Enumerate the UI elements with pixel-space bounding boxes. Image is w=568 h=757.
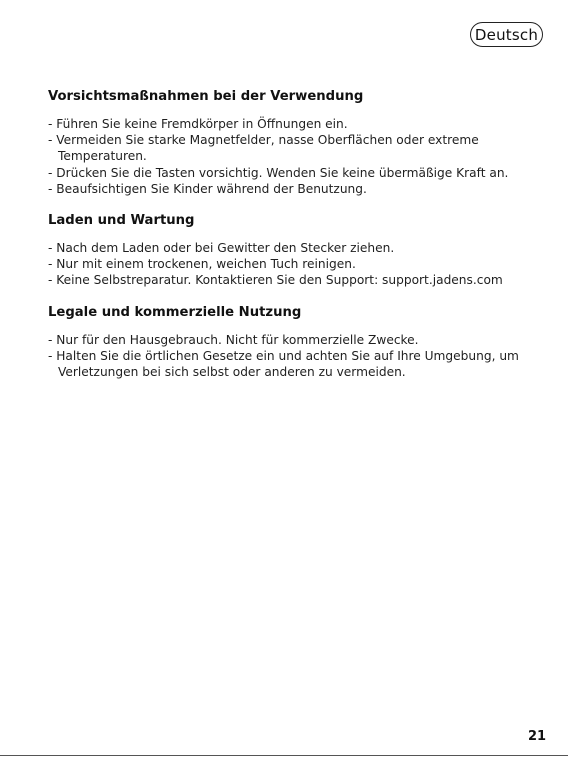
section-charging-maintenance [48,210,543,289]
section-usage-precautions [48,86,543,197]
precautions-list [48,116,543,197]
manual-content [48,86,543,380]
section-heading: Laden und Wartung [48,213,195,229]
charging-list [48,240,543,289]
list-item: - Führen Sie keine Fremdkörper in Öffnungen ein. [48,117,348,131]
section-legal-commercial [48,302,543,381]
list-item: - Drücken Sie die Tasten vorsichtig. Wenden Sie keine übermäßige Kraft an. [48,165,509,180]
list-item: - Nach dem Laden oder bei Gewitter den Stecker ziehen. [48,241,395,256]
list-item: - Beaufsichtigen Sie Kinder während der Benutzung. [48,181,367,196]
section-heading: Legale und kommerzielle Nutzung [48,304,302,320]
language-badge: Deutsch [470,22,543,47]
list-item: - Nur mit einem trockenen, weichen Tuch reinigen. [48,257,356,272]
list-item: - Keine Selbstreparatur. Kontaktieren Sie den Support: support.jadens.com [48,273,503,288]
section-heading: Vorsichtsmaßnahmen bei der Verwendung [48,89,364,104]
legal-list [48,332,543,381]
list-item: - Nur für den Hausgebrauch. Nicht für kommerzielle Zwecke. [48,332,419,347]
list-item: - Vermeiden Sie starke Magnetfelder, nasse Oberflächen oder extreme Temperaturen. [48,133,479,164]
list-item: - Halten Sie die örtlichen Gesetze ein und achten Sie auf Ihre Umgebung, um Verletzungen bei sich selbst oder anderen zu vermeiden. [48,348,519,380]
page-number: 21 [528,729,547,744]
footer-divider [0,755,568,756]
